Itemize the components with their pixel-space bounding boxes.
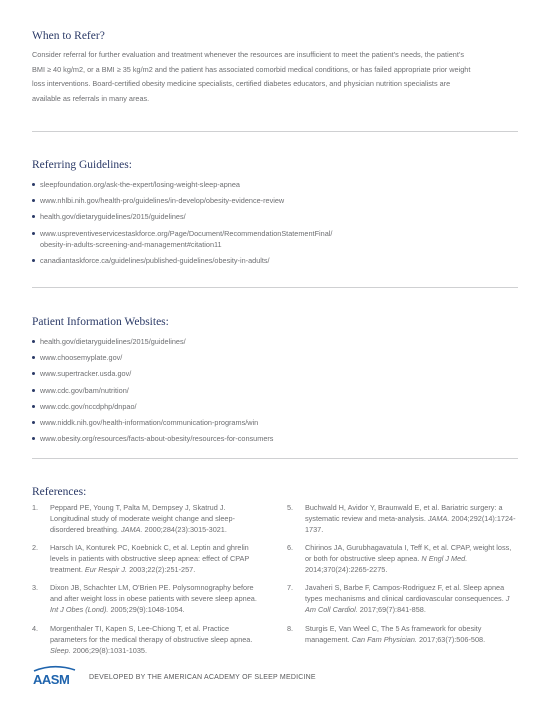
paragraph-line: loss interventions. Board-certified obesity medicine specialists, certified diabetes educators, and physician nutrition specialists are — [32, 79, 451, 88]
guideline-link[interactable]: www.nhlbi.nih.gov/health-pro/guidelines/in-develop/obesity-evidence-review — [32, 195, 518, 206]
when-to-refer-paragraph — [32, 48, 518, 106]
divider — [32, 131, 518, 132]
reference-item: 1. Peppard PE, Young T, Palta M, Dempsey J, Skatrud J. Longitudinal study of moderate weight change and sleep-disordered breathing. JAMA. 2000;284(23):3015-3021. — [32, 503, 235, 534]
footer — [32, 664, 518, 692]
references-right-column — [287, 502, 517, 652]
paragraph-line: Consider referral for further evaluation and treatment whenever the resources are insufficient to meet the patient’s needs, the patient’s — [32, 50, 464, 59]
guideline-link[interactable]: www.uspreventiveservicestaskforce.org/Page/Document/RecommendationStatementFinal/ obesity-in-adults-screening-and-management#citation11 — [32, 228, 518, 250]
divider — [32, 458, 518, 459]
references-heading-wrap — [32, 486, 518, 498]
guideline-link[interactable]: health.gov/dietaryguidelines/2015/guidelines/ — [32, 211, 518, 222]
reference-item: 2. Harsch IA, Konturek PC, Koebnick C, et al. Leptin and ghrelin levels in patients with obstructive sleep apnea: effect of CPAP treatment. Eur Respir J. 2003;22(2):251-257. — [32, 543, 250, 575]
aasm-logo — [32, 664, 77, 690]
reference-item: 3. Dixon JB, Schachter LM, O’Brien PE. Polysomnography before and after weight loss in obese patients with severe sleep apnea. Int J Obes (Lond). 2005;29(9):1048-1054. — [32, 583, 257, 615]
reference-item: 5. Buchwald H, Avidor Y, Braunwald E, et al. Bariatric surgery: a systematic review and meta-analysis. JAMA. 2004;292(14):1724-1737. — [287, 503, 516, 534]
reference-item: 6. Chirinos JA, Gurubhagavatula I, Teff K, et al. CPAP, weight loss, or both for obstructive sleep apnea. N Engl J Med. 2014;370(24):2265-2275. — [287, 543, 512, 575]
when-to-refer-section — [32, 30, 518, 106]
references-left-column — [32, 502, 262, 663]
when-to-refer-heading: When to Refer? — [32, 30, 105, 42]
patient-website-link[interactable]: health.gov/dietaryguidelines/2015/guidelines/ — [32, 336, 518, 347]
referring-guidelines-section — [32, 159, 518, 271]
patient-website-link[interactable]: www.cdc.gov/bam/nutrition/ — [32, 385, 518, 396]
paragraph-line: available as referrals in many areas. — [32, 93, 150, 103]
logo-text: AASM — [33, 672, 70, 687]
patient-website-link[interactable]: www.supertracker.usda.gov/ — [32, 368, 518, 379]
patient-website-link[interactable]: www.niddk.nih.gov/health-information/communication-programs/win — [32, 417, 518, 428]
patient-website-link[interactable]: www.choosemyplate.gov/ — [32, 352, 518, 363]
patient-websites-section — [32, 316, 518, 449]
patient-websites-list — [32, 336, 518, 444]
reference-item: 7. Javaheri S, Barbe F, Campos-Rodriguez F, et al. Sleep apnea types mechanisms and clinical cardiovascular consequences. J Am Coll Cardiol. 2017;69(7):841-858. — [287, 583, 510, 615]
guideline-link[interactable]: canadiantaskforce.ca/guidelines/published-guidelines/obesity-in-adults/ — [32, 255, 518, 266]
divider — [32, 287, 518, 288]
footer-credit: DEVELOPED BY THE AMERICAN ACADEMY OF SLEEP MEDICINE — [89, 674, 316, 681]
reference-item: 4. Morgenthaler TI, Kapen S, Lee-Chiong T, et al. Practice parameters for the medical therapy of obstructive sleep apnea. Sleep. 2006;29(8):1031-1035. — [32, 623, 253, 655]
references-heading: References: — [32, 486, 87, 498]
patient-websites-heading: Patient Information Websites: — [32, 316, 169, 328]
referring-guidelines-heading: Referring Guidelines: — [32, 159, 132, 171]
referring-guidelines-list — [32, 179, 518, 266]
guideline-link[interactable]: sleepfoundation.org/ask-the-expert/losing-weight-sleep-apnea — [32, 179, 518, 190]
patient-website-link[interactable]: www.obesity.org/resources/facts-about-obesity/resources-for-consumers — [32, 433, 518, 444]
reference-item: 8. Sturgis E, Van Weel C, The 5 As framework for obesity management. Can Fam Physician. 2017;63(7):506-508. — [287, 623, 486, 644]
patient-website-link[interactable]: www.cdc.gov/nccdphp/dnpao/ — [32, 401, 518, 412]
paragraph-line: BMI ≥ 40 kg/m2, or a BMI ≥ 35 kg/m2 and the patient has associated comorbid medical conditions, or has failed appropriate prior weight — [32, 64, 471, 74]
